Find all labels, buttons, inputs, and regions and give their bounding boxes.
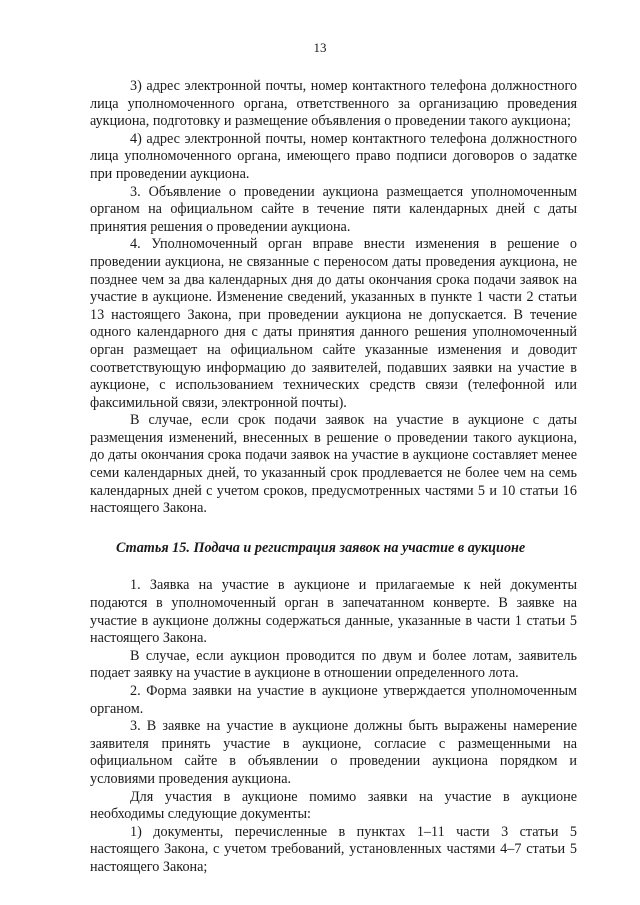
paragraph-item-3-email-organizer: 3) адрес электронной почты, номер контактного телефона должностного лица уполномоченного органа, ответственного за организацию проведения аукциона, подготовку и размещение объявления о проведении такого аукциона; — [90, 78, 577, 130]
page-number: 13 — [313, 40, 327, 55]
paragraph-required-documents: Для участия в аукционе помимо заявки на участие в аукционе необходимы следующие документы: — [90, 788, 577, 823]
paragraph-item-4-email-deposit: 4) адрес электронной почты, номер контактного телефона должностного лица уполномоченного органа, имеющего право подписи договоров о задатке при проведении аукциона. — [90, 130, 577, 182]
article-15-heading: Статья 15. Подача и регистрация заявок на участие в аукционе — [116, 539, 526, 556]
paragraph-section-4-changes: 4. Уполномоченный орган вправе внести изменения в решение о проведении аукциона, не связанные с переносом даты проведения аукциона, не позднее чем за два календарных дня до даты окончания срока подачи заявок на участие в аукционе. Изменение сведений, указанных в пункте 1 части 2 статьи 13 настоящего Закона, при проведении аукциона не допускается. В течение одного календарного дня с даты принятия данного решения уполномоченный орган размещает на официальном сайте указанные изменения и доводит соответствующую информацию до заявителей, подавших заявки на участие в аукционе, с использованием технических средств связи (телефонной или факсимильной связи, электронной почты). — [90, 236, 577, 411]
paragraph-section-1-application: 1. Заявка на участие в аукционе и прилагаемые к ней документы подаются в уполномоченный орган в запечатанном конверте. В заявке на участие в аукционе должны содержаться данные, указанные в части 1 статьи 5 настоящего Закона. — [90, 577, 577, 647]
paragraph-item-1-documents: 1) документы, перечисленные в пунктах 1–11 части 3 статьи 5 настоящего Закона, с учетом требований, установленных частями 4–7 статьи 5 настоящего Закона; — [90, 823, 577, 875]
paragraph-deadline-extension: В случае, если срок подачи заявок на участие в аукционе с даты размещения изменений, внесенных в решение о проведении такого аукциона, до даты окончания срока подачи заявок на участие в аукционе составляет менее семи календарных дней, то указанный срок продлевается не более чем на семь календарных дней с учетом сроков, предусмотренных частями 5 и 10 статьи 16 настоящего Закона. — [90, 412, 577, 517]
paragraph-section-3-intent: 3. В заявке на участие в аукционе должны быть выражены намерение заявителя принять участие в аукционе, согласие с размещенными на официальном сайте в объявлении о проведении аукциона порядком и условиями проведения аукциона. — [90, 718, 577, 787]
paragraph-section-3-announcement: 3. Объявление о проведении аукциона размещается уполномоченным органом на официальном сайте в течение пяти календарных дней с даты принятия решения о проведении аукциона. — [90, 183, 577, 235]
paragraph-section-2-form: 2. Форма заявки на участие в аукционе утверждается уполномоченным органом. — [90, 683, 577, 717]
paragraph-multiple-lots: В случае, если аукцион проводится по двум и более лотам, заявитель подает заявку на участие в аукционе в отношении определенного лота. — [90, 647, 577, 682]
document-body — [90, 78, 577, 877]
